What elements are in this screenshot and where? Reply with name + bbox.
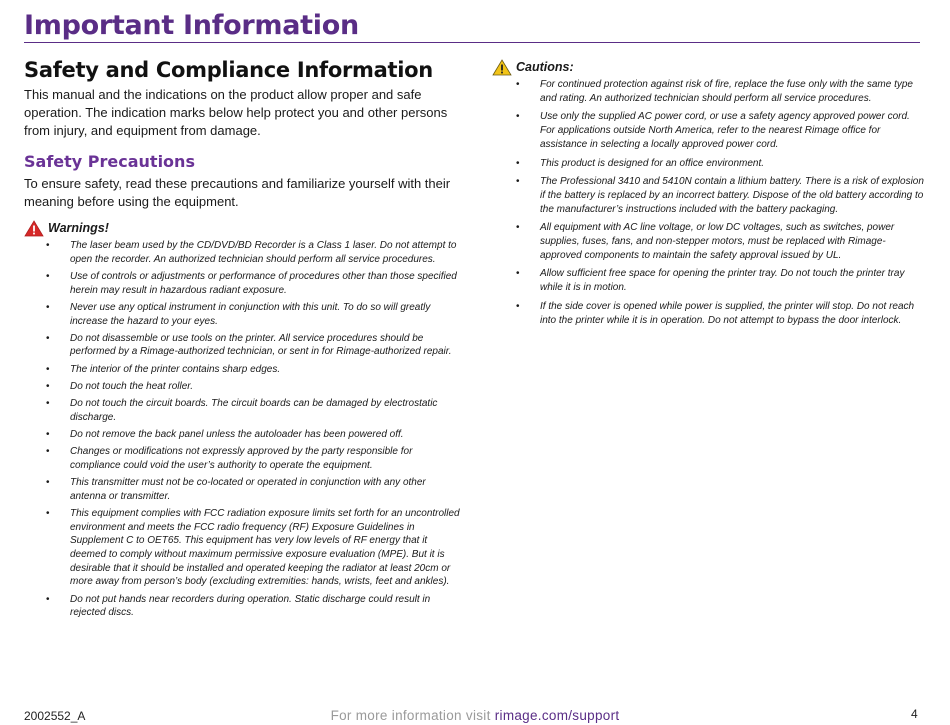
list-item-text: The laser beam used by the CD/DVD/BD Recorder is a Class 1 laser. Do not attempt to open the recorder. An authorized technician should perform all service procedures. bbox=[70, 240, 457, 265]
list-item bbox=[492, 175, 924, 216]
list-item bbox=[492, 267, 924, 294]
list-item bbox=[24, 593, 464, 620]
list-item-text: The interior of the printer contains sharp edges. bbox=[70, 363, 281, 375]
bullet-icon: • bbox=[46, 428, 50, 440]
bullet-icon: • bbox=[516, 268, 520, 280]
list-item-text: This transmitter must not be co-located or operated in conjunction with any other antenna or transmitter. bbox=[70, 477, 426, 502]
support-link[interactable]: rimage.com/support bbox=[494, 708, 620, 723]
right-column bbox=[492, 58, 924, 332]
list-item bbox=[24, 270, 464, 297]
warnings-list bbox=[24, 239, 464, 620]
list-item-text: Allow sufficient free space for opening the printer tray. Do not touch the printer tray while it is in motion. bbox=[540, 268, 905, 294]
bullet-icon: • bbox=[516, 111, 520, 123]
left-column bbox=[24, 58, 464, 624]
list-item bbox=[24, 332, 464, 359]
document-id: 2002552_A bbox=[24, 709, 86, 723]
list-item-text: This equipment complies with FCC radiation exposure limits set forth for an uncontrolled environment and meets the FCC radio frequency (RF) Exposure Guidelines in Supplement C to OET65. This equipment has very low levels of RF energy that it deemed to comply without maximum permissive exposure evaluation (MPE). But it is desirable that it should be installed and operated keeping the radiator at least 20cm or more away from person’s body (excluding extremities: hands, wrists, feet and ankles). bbox=[70, 507, 460, 588]
bullet-icon: • bbox=[46, 380, 50, 392]
bullet-icon: • bbox=[516, 222, 520, 234]
bullet-icon: • bbox=[46, 446, 50, 458]
bullet-icon: • bbox=[46, 363, 50, 375]
list-item-text: For continued protection against risk of fire, replace the fuse only with the same type and rating. An authorized technician should perform all service procedures. bbox=[540, 79, 913, 104]
cautions-list bbox=[492, 78, 924, 327]
cautions-header bbox=[492, 58, 924, 76]
bullet-icon: • bbox=[46, 477, 50, 489]
safety-precautions-heading: Safety Precautions bbox=[24, 152, 195, 171]
list-item-text: If the side cover is opened while power is supplied, the printer will stop. Do not reach into the printer while it is in operation. Do not attempt to bypass the door interlock. bbox=[540, 300, 915, 326]
bullet-icon: • bbox=[46, 240, 50, 251]
intro-paragraph: This manual and the indications on the product allow proper and safe operation. The indication marks below help protect you and other persons from injury, and equipment from damage. bbox=[24, 87, 448, 138]
list-item bbox=[492, 78, 924, 105]
bullet-icon: • bbox=[516, 176, 520, 188]
precautions-paragraph: To ensure safety, read these precautions and familiarize yourself with their meaning before using the equipment. bbox=[24, 176, 451, 209]
bullet-icon: • bbox=[516, 79, 520, 90]
list-item bbox=[24, 380, 464, 394]
list-item-text: Do not put hands near recorders during operation. Static discharge could result in rejected discs. bbox=[70, 593, 431, 619]
list-item-text: Use only the supplied AC power cord, or use a safety agency approved power cord. For applications outside North America, refer to the nearest Rimage office for assistance in selecting a locally approved power cord. bbox=[540, 111, 910, 150]
list-item-text: Use of controls or adjustments or performance of procedures other than those specified herein may result in hazardous radiant exposure. bbox=[70, 270, 457, 296]
title-divider bbox=[24, 42, 920, 43]
list-item bbox=[24, 476, 464, 503]
warnings-title: Warnings! bbox=[48, 221, 109, 235]
bullet-icon: • bbox=[46, 593, 50, 605]
list-item-text: Never use any optical instrument in conjunction with this unit. To do so will greatly increase the hazard to your eyes. bbox=[70, 301, 431, 327]
caution-icon bbox=[492, 59, 512, 76]
list-item bbox=[24, 363, 464, 377]
page-title: Important Information bbox=[24, 10, 359, 41]
bullet-icon: • bbox=[46, 301, 50, 313]
cautions-title: Cautions: bbox=[516, 60, 574, 74]
section-heading: Safety and Compliance Information bbox=[24, 58, 433, 82]
list-item-text: The Professional 3410 and 5410N contain a lithium battery. There is a risk of explosion if the battery is replaced by an incorrect battery. Dispose of the old battery according to the manufacturer’s instructions included with the battery packaging. bbox=[540, 176, 924, 215]
list-item-text: Do not disassemble or use tools on the printer. All service procedures should be performed by a Rimage-authorized technician, or sent in for Rimage-authorized repair. bbox=[70, 332, 452, 358]
page-number: 4 bbox=[911, 707, 918, 721]
list-item-text: Do not touch the circuit boards. The circuit boards can be damaged by electrostatic discharge. bbox=[70, 398, 438, 423]
footer-more-info-text: For more information visit bbox=[330, 708, 491, 723]
list-item bbox=[492, 221, 924, 262]
warnings-header bbox=[24, 219, 464, 237]
list-item-text: All equipment with AC line voltage, or low DC voltages, such as switches, power supplies, fuses, fans, and non-stepper motors, must be replaced with Rimage-approved components to maintain the safety approval issued by UL. bbox=[540, 222, 895, 261]
bullet-icon: • bbox=[46, 332, 50, 344]
list-item bbox=[492, 300, 924, 327]
list-item bbox=[24, 397, 464, 424]
list-item bbox=[24, 507, 464, 589]
bullet-icon: • bbox=[516, 157, 520, 169]
warning-icon bbox=[24, 220, 44, 237]
list-item-text: Do not remove the back panel unless the autoloader has been powered off. bbox=[70, 428, 404, 440]
list-item bbox=[24, 301, 464, 328]
bullet-icon: • bbox=[46, 398, 50, 410]
bullet-icon: • bbox=[46, 270, 50, 282]
list-item bbox=[492, 110, 924, 151]
list-item bbox=[24, 445, 464, 472]
list-item-text: This product is designed for an office environment. bbox=[540, 157, 765, 169]
footer-info bbox=[0, 708, 950, 723]
list-item-text: Changes or modifications not expressly approved by the party responsible for compliance could void the user’s authority to operate the equipment. bbox=[70, 446, 413, 471]
list-item bbox=[24, 428, 464, 442]
bullet-icon: • bbox=[46, 507, 50, 519]
list-item bbox=[24, 239, 464, 266]
list-item bbox=[492, 157, 924, 171]
bullet-icon: • bbox=[516, 300, 520, 312]
list-item-text: Do not touch the heat roller. bbox=[70, 380, 194, 392]
